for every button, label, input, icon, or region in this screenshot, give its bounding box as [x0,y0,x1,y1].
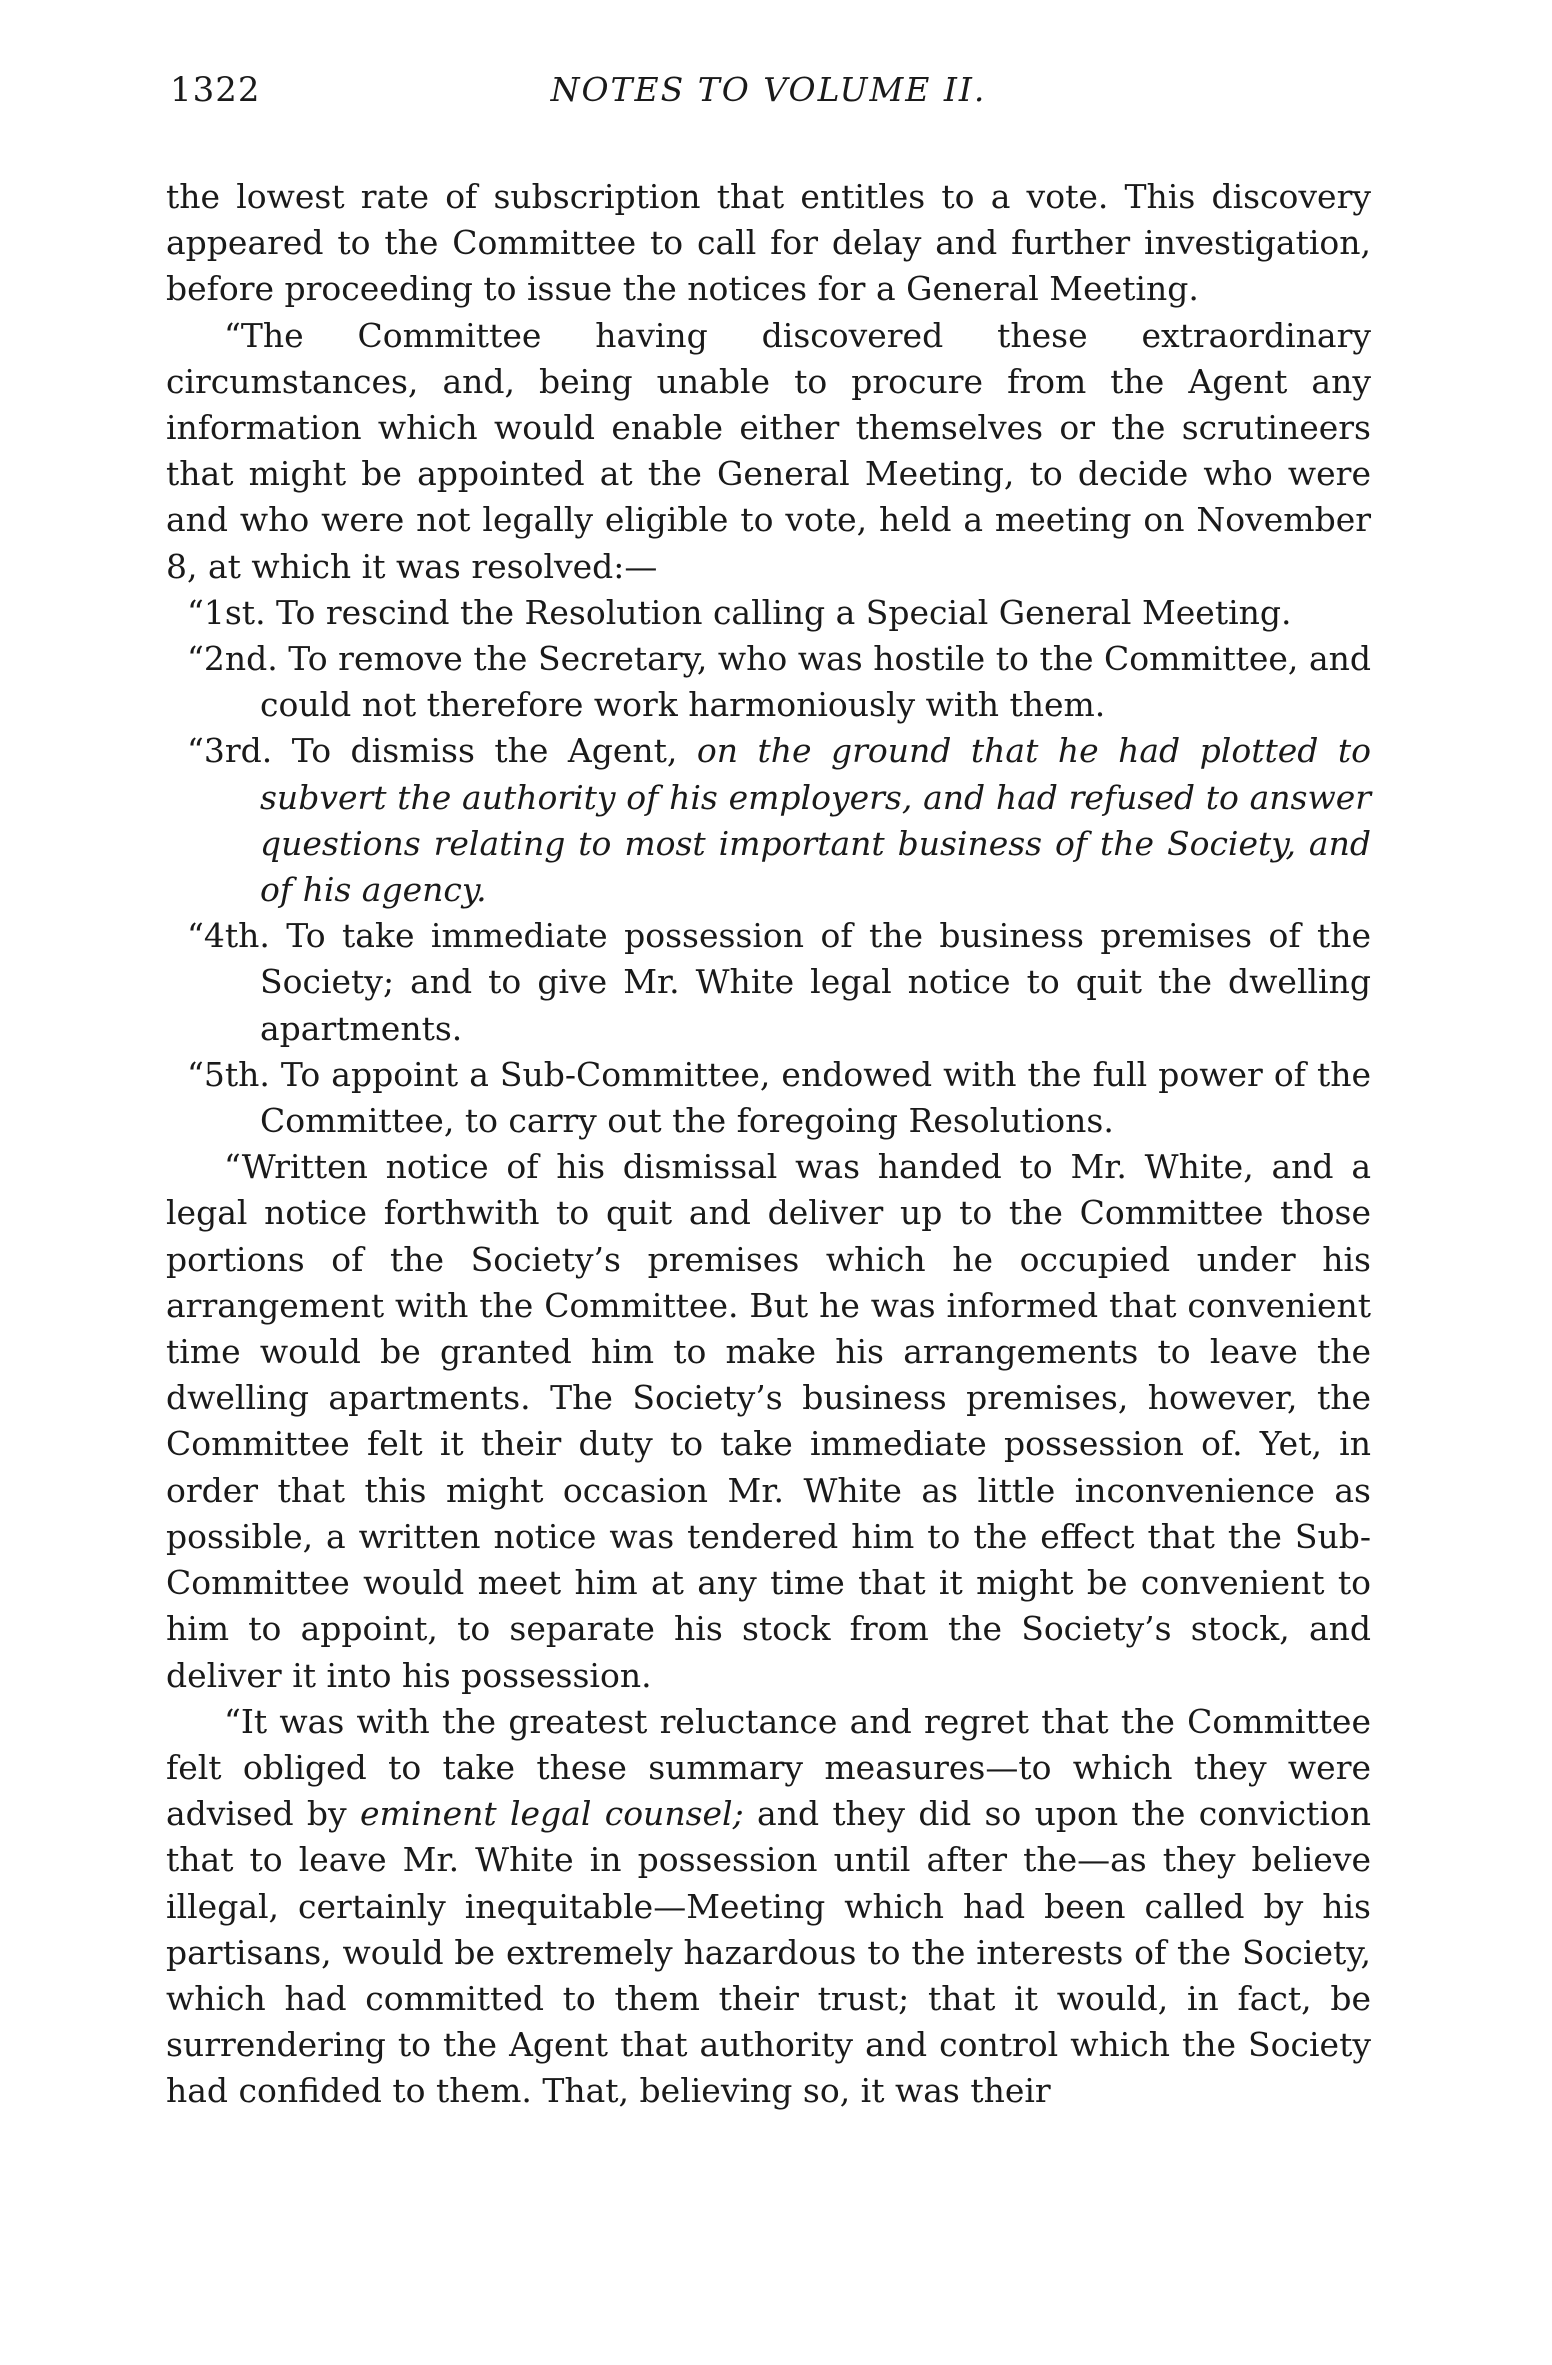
resolution-3 [166,728,1371,913]
page-header [166,70,1371,130]
paragraph-2: “The Committee having discovered these extraordinary circumstances, and, being unable to procure from the Agent any information which would enable either themselves or the scrutineers that might be appointed at the General Meeting, to decide who were and who were not legally eligible to vote, held a meeting on November 8, at which it was resolved:— [166,315,1371,586]
resolution-3-text: “3rd. To dismiss the Agent, [187,731,697,771]
page-number: 1322 [170,70,261,110]
running-head: NOTES TO VOLUME II. [550,70,987,109]
paragraph-4-text-a: “It was with the greatest reluctance and regret that the Committee felt obliged to take these summary measures—to which they were advised by [166,1701,1371,1834]
page [166,70,1371,2115]
resolution-5: “5th. To appoint a Sub-Committee, endowed with the full power of the Committee, to carry out the foregoing Resolutions. [187,1054,1371,1141]
resolution-4: “4th. To take immediate possession of the business premises of the Society; and to give Mr. White legal notice to quit the dwelling apartments. [187,916,1371,1048]
paragraph-4 [166,1699,1371,2115]
resolution-3-italic: on the ground that he had plotted to subvert the authority of his employers, and had refused to answer questions relating to most important business of the Society, and of his agency. [260,731,1371,910]
paragraph-4-italic: eminent legal counsel; [359,1794,744,1834]
paragraph-4-text-c: and they did so upon the conviction that to leave Mr. White in possession until after the—as they believe illegal, certainly inequitable—Meeting which had been called by his partisans, would be extremely hazardous to the interests of the Society, which had committed to them their trust; that it would, in fact, be surrendering to the Agent that authority and control which the Society had confided to them. That, believing so, it was their [166,1794,1371,2111]
body-text [166,174,1371,2115]
paragraph-3: “Written notice of his dismissal was handed to Mr. White, and a legal notice forthwith to quit and deliver up to the Committee those portions of the Society’s premises which he occupied under his arrangement with the Committee. But he was informed that convenient time would be granted him to make his arrangements to leave the dwelling apartments. The Society’s business premises, however, the Committee felt it their duty to take immediate possession of. Yet, in order that this might occasion Mr. White as little inconvenience as possible, a written notice was tendered him to the effect that the Sub-Committee would meet him at any time that it might be convenient to him to appoint, to separate his stock from the Society’s stock, and deliver it into his possession. [166,1147,1371,1695]
resolution-1: “1st. To rescind the Resolution calling a Special General Meeting. [187,592,1292,632]
resolution-2: “2nd. To remove the Secretary, who was hostile to the Committee, and could not therefore work harmoniously with them. [187,639,1371,725]
paragraph-1: the lowest rate of subscription that entitles to a vote. This discovery appeared to the Committee to call for delay and further investigation, before proceeding to issue the notices for a General Meeting. [166,177,1371,309]
